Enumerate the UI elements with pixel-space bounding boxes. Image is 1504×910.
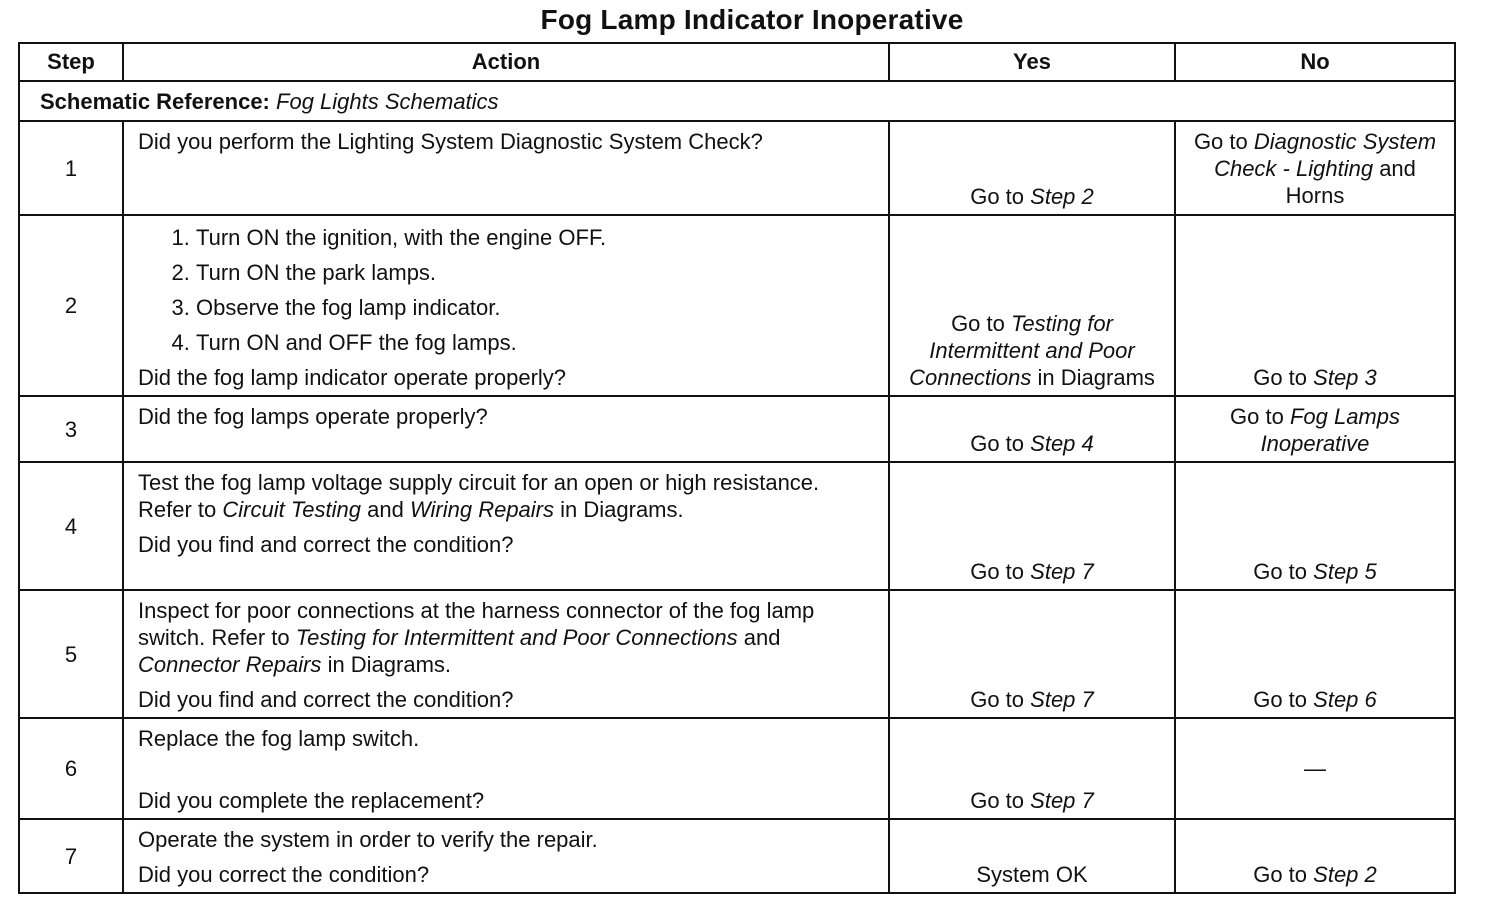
action-cell (123, 819, 889, 893)
table-row (19, 462, 1455, 590)
step-number: 3 (19, 396, 123, 462)
no-link[interactable]: Diagnostic System Check - Lighting (1214, 128, 1437, 181)
yes-cell (889, 215, 1175, 396)
go-to-text: Go to (951, 311, 1005, 336)
action-text-part: and (367, 497, 404, 522)
action-text (138, 470, 819, 522)
go-to-text: Go to (970, 788, 1025, 813)
yes-cell (889, 462, 1175, 590)
diagnostic-table (18, 42, 1456, 894)
action-text (138, 598, 814, 677)
action-text-part: in Diagrams. (560, 497, 684, 522)
no-suffix: and Horns (1285, 155, 1416, 208)
no-cell (1175, 215, 1455, 396)
no-dash: — (1304, 756, 1326, 781)
no-cell (1175, 819, 1455, 893)
action-link-connector-repairs[interactable]: Connector Repairs (138, 652, 322, 677)
action-text: Replace the fog lamp switch. (138, 726, 420, 751)
header-yes: Yes (889, 43, 1175, 81)
go-to-text: Go to (1193, 128, 1248, 154)
action-cell (123, 590, 889, 718)
system-ok-text: System OK (976, 862, 1088, 887)
table-row (19, 819, 1455, 893)
step-number: 2 (19, 215, 123, 396)
no-link[interactable]: Step 3 (1313, 365, 1377, 390)
step-number: 7 (19, 819, 123, 893)
action-cell (123, 718, 889, 819)
header-no: No (1175, 43, 1455, 81)
header-action: Action (123, 43, 889, 81)
yes-link[interactable]: Step 7 (1030, 559, 1094, 584)
action-link-testing-intermittent[interactable]: Testing for Intermittent and Poor Connections (295, 625, 738, 650)
go-to-text: Go to (1253, 365, 1308, 390)
list-item: 4. Turn ON and OFF the fog lamps. (196, 325, 876, 360)
no-cell (1175, 718, 1455, 819)
no-cell (1175, 590, 1455, 718)
table-row (19, 396, 1455, 462)
step-number: 5 (19, 590, 123, 718)
go-to-text: Go to (970, 687, 1025, 712)
no-cell (1175, 462, 1455, 590)
action-question: Did the fog lamps operate properly? (138, 404, 488, 429)
yes-suffix: in Diagrams (1037, 365, 1155, 390)
action-question: Did the fog lamp indicator operate properly? (138, 365, 567, 390)
yes-link[interactable]: Step 2 (1030, 184, 1094, 209)
action-cell (123, 215, 889, 396)
action-question: Did you correct the condition? (138, 862, 430, 887)
go-to-text: Go to (1230, 404, 1284, 429)
action-question: Did you find and correct the condition? (138, 532, 514, 557)
list-item: 3. Observe the fog lamp indicator. (196, 290, 876, 325)
table-row (19, 718, 1455, 819)
yes-cell (889, 718, 1175, 819)
action-cell (123, 396, 889, 462)
yes-cell (889, 590, 1175, 718)
no-cell (1175, 121, 1455, 215)
action-text: Operate the system in order to verify the repair. (138, 827, 598, 852)
action-text-part: in Diagrams. (327, 652, 452, 677)
schematic-reference (19, 81, 1455, 121)
step-number: 1 (19, 121, 123, 215)
action-question: Did you perform the Lighting System Diagnostic System Check? (138, 129, 763, 154)
header-row (19, 43, 1455, 81)
go-to-text: Go to (970, 431, 1025, 456)
action-list (138, 220, 876, 360)
no-link[interactable]: Step 5 (1313, 559, 1377, 584)
action-text-part: Test the fog lamp voltage supply circuit for an open or high resistance. Refer to (138, 470, 820, 522)
go-to-text: Go to (970, 559, 1025, 584)
no-link[interactable]: Step 6 (1313, 687, 1377, 712)
no-link[interactable]: Fog Lamps Inoperative (1260, 404, 1400, 456)
page-title: Fog Lamp Indicator Inoperative (540, 4, 964, 35)
go-to-text: Go to (1253, 687, 1308, 712)
no-cell (1175, 396, 1455, 462)
yes-cell (889, 396, 1175, 462)
action-question: Did you find and correct the condition? (138, 687, 514, 712)
action-cell (123, 121, 889, 215)
yes-cell (889, 121, 1175, 215)
schematic-row (19, 81, 1455, 121)
schematic-link[interactable]: Fog Lights Schematics (276, 88, 499, 114)
schematic-label: Schematic Reference: (40, 88, 270, 114)
action-link-wiring-repairs[interactable]: Wiring Repairs (409, 497, 555, 522)
yes-link[interactable]: Testing for Intermittent and Poor Connections (909, 311, 1135, 390)
list-item: 1. Turn ON the ignition, with the engine OFF. (196, 220, 876, 255)
yes-link[interactable]: Step 4 (1030, 431, 1094, 456)
yes-cell (889, 819, 1175, 893)
action-link-circuit-testing[interactable]: Circuit Testing (222, 497, 361, 522)
step-number: 6 (19, 718, 123, 819)
go-to-text: Go to (1253, 559, 1308, 584)
no-link[interactable]: Step 2 (1313, 862, 1377, 887)
header-step: Step (19, 43, 123, 81)
yes-link[interactable]: Step 7 (1030, 687, 1094, 712)
action-text-part: Inspect for poor connections at the harness connector of the fog lamp switch. Refer to (138, 598, 815, 650)
action-cell (123, 462, 889, 590)
action-text-part: and (743, 625, 781, 650)
yes-link[interactable]: Step 7 (1030, 788, 1094, 813)
go-to-text: Go to (970, 184, 1025, 209)
go-to-text: Go to (1253, 862, 1308, 887)
step-number: 4 (19, 462, 123, 590)
action-question: Did you complete the replacement? (138, 788, 485, 813)
table-row (19, 215, 1455, 396)
table-row (19, 590, 1455, 718)
list-item: 2. Turn ON the park lamps. (196, 255, 876, 290)
table-row (19, 121, 1455, 215)
